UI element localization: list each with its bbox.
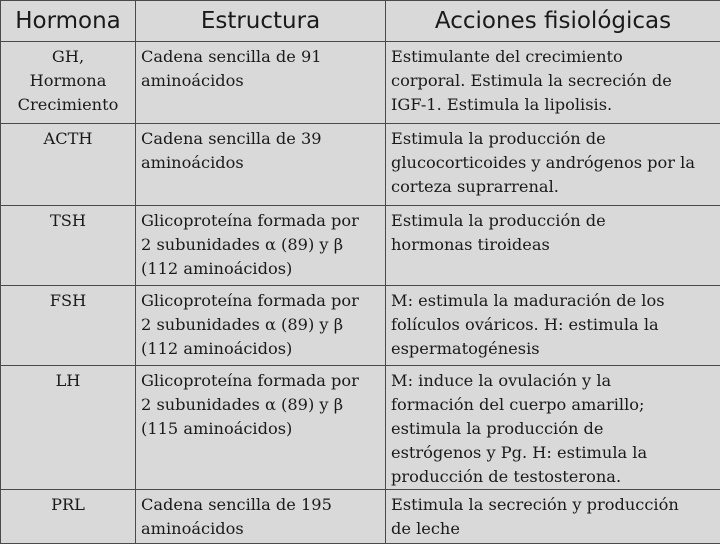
actions-cell (386, 286, 720, 366)
cell-line: Crecimiento (3, 93, 133, 117)
cell-line: espermatogénesis (391, 337, 716, 361)
cell-line: producción de testosterona. (391, 465, 716, 489)
cell-line: LH (3, 369, 133, 393)
cell-line: Estimula la producción de (391, 209, 716, 233)
table-row (1, 206, 720, 286)
hormone-name-cell (1, 206, 136, 286)
actions-cell (386, 124, 720, 206)
cell-line: hormonas tiroideas (391, 233, 716, 257)
structure-cell (136, 42, 386, 124)
cell-line: Estimula la producción de (391, 127, 716, 151)
hormone-name-cell (1, 286, 136, 366)
table-row (1, 42, 720, 124)
cell-line: Estimula la secreción y producción (391, 493, 716, 517)
actions-cell (386, 206, 720, 286)
header-hormona: Hormona (1, 1, 136, 42)
cell-line: 2 subunidades α (89) y β (141, 393, 381, 417)
cell-line: formación del cuerpo amarillo; (391, 393, 716, 417)
cell-line: FSH (3, 289, 133, 313)
cell-line: Estimulante del crecimiento (391, 45, 716, 69)
header-estructura: Estructura (136, 1, 386, 42)
cell-line: Glicoproteína formada por (141, 369, 381, 393)
actions-cell (386, 490, 720, 544)
cell-line: Hormona (3, 69, 133, 93)
cell-line: glucocorticoides y andrógenos por la (391, 151, 716, 175)
structure-cell (136, 286, 386, 366)
table-row (1, 366, 720, 490)
cell-line: estrógenos y Pg. H: estimula la (391, 441, 716, 465)
structure-cell (136, 206, 386, 286)
table-row (1, 124, 720, 206)
header-row (1, 1, 720, 42)
cell-line: GH, (3, 45, 133, 69)
table-row (1, 490, 720, 544)
hormone-name-cell (1, 42, 136, 124)
hormone-name-cell (1, 366, 136, 490)
cell-line: Cadena sencilla de 195 (141, 493, 381, 517)
hormone-name-cell (1, 490, 136, 544)
structure-cell (136, 124, 386, 206)
actions-cell (386, 42, 720, 124)
hormone-name-cell (1, 124, 136, 206)
cell-line: (112 aminoácidos) (141, 257, 381, 281)
cell-line: M: induce la ovulación y la (391, 369, 716, 393)
cell-line: Cadena sencilla de 39 (141, 127, 381, 151)
cell-line: aminoácidos (141, 151, 381, 175)
cell-line: corporal. Estimula la secreción de (391, 69, 716, 93)
cell-line: TSH (3, 209, 133, 233)
cell-line: M: estimula la maduración de los (391, 289, 716, 313)
cell-line: (115 aminoácidos) (141, 417, 381, 441)
structure-cell (136, 490, 386, 544)
cell-line: corteza suprarrenal. (391, 175, 716, 199)
cell-line: folículos ováricos. H: estimula la (391, 313, 716, 337)
cell-line: IGF-1. Estimula la lipolisis. (391, 93, 716, 117)
actions-cell (386, 366, 720, 490)
cell-line: aminoácidos (141, 69, 381, 93)
cell-line: aminoácidos (141, 517, 381, 541)
cell-line: 2 subunidades α (89) y β (141, 233, 381, 257)
cell-line: ACTH (3, 127, 133, 151)
structure-cell (136, 366, 386, 490)
table-row (1, 286, 720, 366)
cell-line: Cadena sencilla de 91 (141, 45, 381, 69)
cell-line: 2 subunidades α (89) y β (141, 313, 381, 337)
header-acciones: Acciones fisiológicas (386, 1, 720, 42)
cell-line: de leche (391, 517, 716, 541)
cell-line: (112 aminoácidos) (141, 337, 381, 361)
cell-line: estimula la producción de (391, 417, 716, 441)
cell-line: Glicoproteína formada por (141, 289, 381, 313)
cell-line: PRL (3, 493, 133, 517)
cell-line: Glicoproteína formada por (141, 209, 381, 233)
